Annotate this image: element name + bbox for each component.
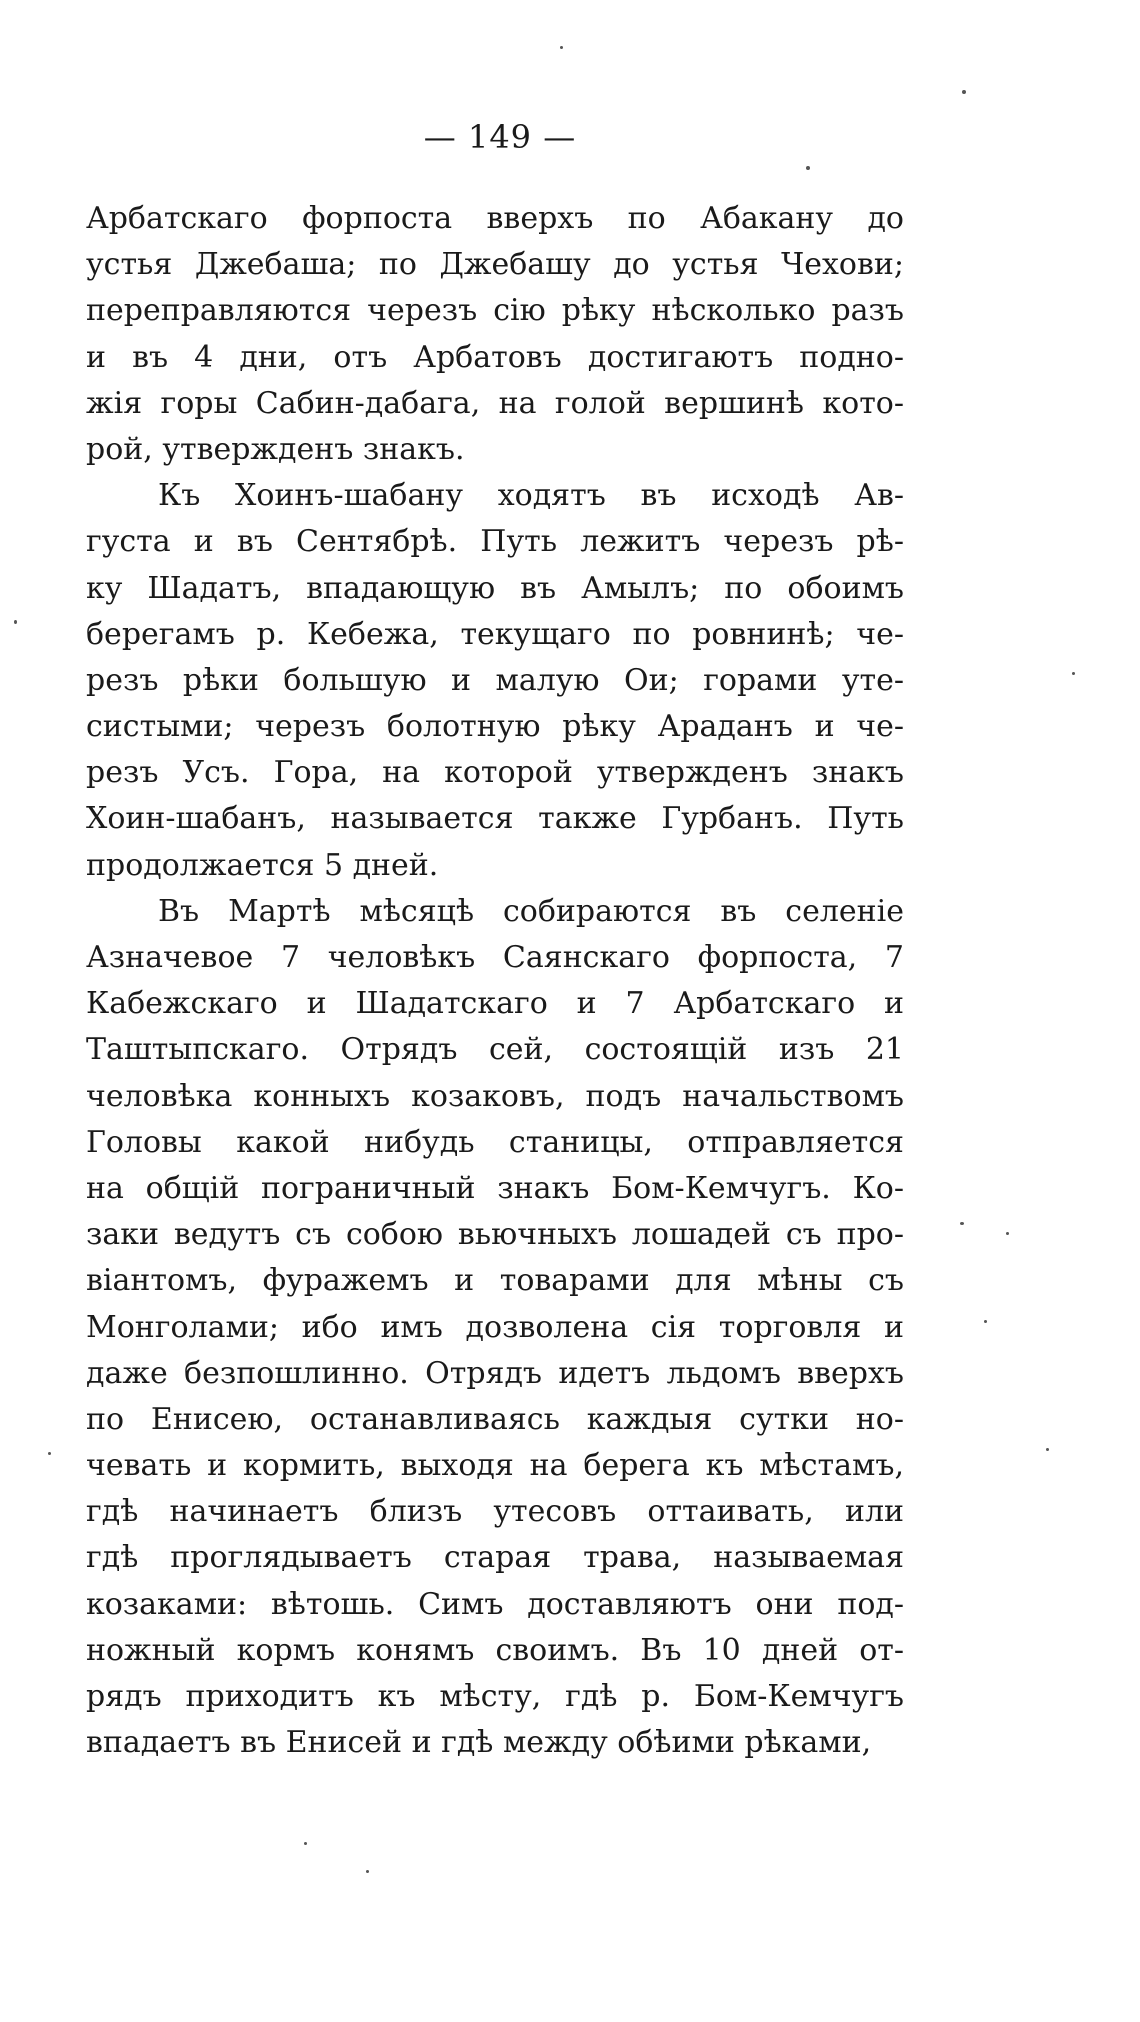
paragraph xyxy=(86,473,904,889)
text-line: гдѣ проглядываетъ старая трава, называемая xyxy=(86,1540,904,1576)
text-line: резъ рѣки большую и малую Ои; горами уте- xyxy=(86,662,904,698)
text-line: Арбатскаго форпоста вверхъ по Абакану до xyxy=(86,201,904,236)
text-line: Азначевое 7 человѣкъ Саянскаго форпоста, 7 xyxy=(86,940,904,975)
text-line: рой, утвержденъ знакъ. xyxy=(86,431,465,467)
text-line: густа и въ Сентябрѣ. Путь лежитъ черезъ рѣ- xyxy=(86,524,904,560)
scan-speck xyxy=(14,620,17,624)
text-line: козаками: вѣтошь. Симъ доставляютъ они под- xyxy=(86,1586,904,1622)
text-line: ку Шадатъ, впадающую въ Амылъ; по обоимъ xyxy=(86,570,904,606)
scan-speck xyxy=(960,1222,964,1225)
scan-speck xyxy=(962,90,966,94)
text-line: Таштыпскаго. Отрядъ сей, состоящій изъ 21 xyxy=(86,1032,904,1068)
text-line: віантомъ, фуражемъ и товарами для мѣны съ xyxy=(86,1263,904,1299)
text-line: Къ Хоинъ-шабану ходятъ въ исходѣ Ав- xyxy=(158,478,904,514)
text-line: впадаетъ въ Енисей и гдѣ между обѣими рѣками, xyxy=(86,1725,872,1761)
text-line: устья Джебаша; по Джебашу до устья Чехови; xyxy=(86,247,904,283)
scan-speck xyxy=(1046,1448,1049,1451)
text-line: Головы какой нибудь станицы, отправляется xyxy=(86,1124,904,1160)
text-line: резъ Усъ. Гора, на которой утвержденъ знакъ xyxy=(86,755,904,791)
text-line: ножный кормъ конямъ своимъ. Въ 10 дней от- xyxy=(86,1632,904,1668)
text-line: по Енисею, останавливаясь каждыя сутки но- xyxy=(86,1401,904,1437)
text-line: Въ Мартѣ мѣсяцѣ собираются въ селеніе xyxy=(158,893,904,929)
page-number: — 149 — xyxy=(423,118,577,156)
text-line: чевать и кормить, выходя на берега къ мѣстамъ, xyxy=(86,1448,904,1484)
text-line: рядъ приходитъ къ мѣсту, гдѣ р. Бом-Кемчугъ xyxy=(86,1679,904,1714)
text-line: продолжается 5 дней. xyxy=(86,847,439,883)
text-line: человѣка конныхъ козаковъ, подъ начальствомъ xyxy=(86,1078,904,1114)
text-line: Монголами; ибо имъ дозволена сія торговля и xyxy=(86,1309,904,1345)
paragraph xyxy=(86,889,904,1767)
scan-speck xyxy=(560,46,563,49)
scan-speck xyxy=(1072,672,1075,675)
text-line: на общій пограничный знакъ Бом-Кемчугъ. Ко- xyxy=(86,1170,904,1206)
text-line: систыми; черезъ болотную рѣку Араданъ и че- xyxy=(86,709,904,745)
scan-speck xyxy=(304,1842,307,1845)
text-line: даже безпошлинно. Отрядъ идетъ льдомъ вверхъ xyxy=(86,1355,904,1391)
scan-speck xyxy=(984,1320,987,1323)
scan-speck xyxy=(48,1452,51,1455)
paragraph xyxy=(86,196,904,473)
scan-speck xyxy=(1006,1232,1009,1235)
body-text xyxy=(86,196,904,1766)
text-line: и въ 4 дни, отъ Арбатовъ достигаютъ подно- xyxy=(86,339,904,375)
text-line: берегамъ р. Кебежа, текущаго по ровнинѣ; че- xyxy=(86,616,904,652)
text-line: заки ведутъ съ собою вьючныхъ лошадей съ про- xyxy=(86,1217,904,1253)
text-line: Кабежскаго и Шадатскаго и 7 Арбатскаго и xyxy=(86,986,904,1022)
text-line: гдѣ начинаетъ близъ утесовъ оттаивать, или xyxy=(86,1494,904,1530)
text-line: переправляются черезъ сію рѣку нѣсколько разъ xyxy=(86,293,904,329)
scan-speck xyxy=(366,1870,369,1873)
text-line: Хоин-шабанъ, называется также Гурбанъ. Путь xyxy=(86,801,904,837)
text-line: жія горы Сабин-дабага, на голой вершинѣ кото- xyxy=(86,385,904,421)
scan-speck xyxy=(806,166,810,170)
